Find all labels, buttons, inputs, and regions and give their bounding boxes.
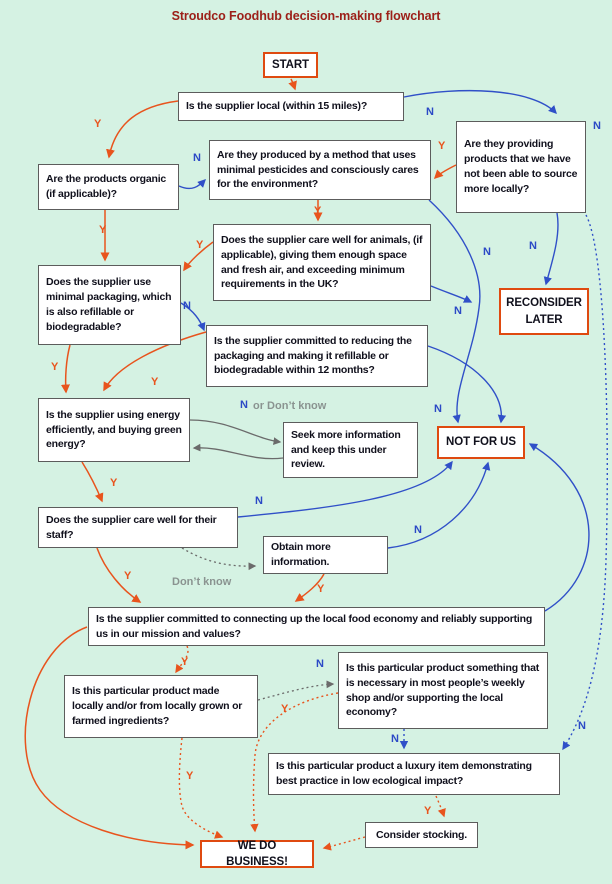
edge-label-no-11: N [183,300,191,312]
edge-method-no-to-notforus [429,200,480,422]
edge-label-yes-7: Y [196,239,204,251]
node-q-energy-text: Is the supplier using energy efficiently, and buying green energy? [46,408,182,451]
edge-label-yes-23: Y [181,656,189,668]
blue-solid-edges [179,91,589,611]
edge-energy-yes-to-staff [82,462,102,501]
node-we-do-business-text: WE DO BUSINESS! [226,839,288,868]
page-title: Stroudco Foodhub decision-making flowchart [171,9,441,23]
node-q-providing-text: Are they providing products that we have not been able to source more locally? [464,138,578,195]
edge-label-yes-25: Y [281,703,289,715]
edge-label-no-10: N [454,305,462,317]
edge-obtain-yes-to-mission [296,574,324,601]
edge-local-yes-to-organic [109,101,178,157]
edge-label-no-28: N [578,720,586,732]
gray-edges [182,420,333,700]
node-q-animals-text: Does the supplier care well for animals, (if applicable), giving them enough space and fresh air, and exceeding minimum requirements in the UK? [221,233,423,291]
node-not-for-us-text: NOT FOR US [446,436,516,449]
orange-solid-edges [25,79,456,845]
edge-label-no-8: N [483,246,491,258]
edge-staff-dontknow-to-obtain [182,548,255,566]
node-consider-stocking-text: Consider stocking. [376,828,467,841]
edge-right-side-no-curve [563,215,607,749]
edge-necessary-yes-to-wedobusiness [254,693,339,831]
edge-label-yes-6: Y [314,205,322,217]
orange-dotted-edges [176,646,444,848]
node-q-luxury-text: Is this particular product a luxury item demonstrating best practice in low ecological impact? [276,760,532,787]
edge-local-no-to-providing [404,91,556,113]
node-q-packaging-text: Does the supplier use minimal packaging, which is also refillable or biodegradable? [46,276,172,333]
edge-packaging-no-to-reducing [181,303,204,330]
edge-mission-left-to-wedobusiness [25,627,193,845]
edge-label-note-15: or Don’t know [253,400,327,412]
edge-label-no-16: N [434,403,442,415]
edge-label-yes-26: Y [186,770,194,782]
edge-energy-to-seekinfo [190,420,280,442]
edge-label-no-24: N [316,658,324,670]
edge-staff-yes-to-mission [97,548,140,602]
edge-mission-no-to-notforus [530,444,589,611]
edge-reducing-yes-to-energy [104,332,206,390]
edge-animals-no-merge [431,286,471,302]
edge-label-yes-3: Y [438,140,446,152]
edge-mission-yes-to-localproduct [176,646,188,672]
edge-label-yes-22: Y [317,583,325,595]
edge-localproduct-yes-to-wedobusiness [179,738,222,837]
blue-dotted-edges [404,215,607,749]
edge-label-yes-0: Y [94,118,102,130]
edge-label-no-14: N [240,399,248,411]
edge-packaging-yes-to-energy [66,345,70,392]
edge-label-no-4: N [193,152,201,164]
node-q-local-text: Is the supplier local (within 15 miles)? [186,100,368,113]
node-q-local-product-text: Is this particular product made locally and/or from locally grown or farmed ingredients? [72,685,243,727]
edge-start-to-local [291,79,295,89]
edge-label-no-19: N [414,524,422,536]
node-reconsider-later-text: RECONSIDER LATER [506,297,582,326]
edge-consider-to-wedobusiness [324,837,365,848]
edge-obtain-no-to-notforus [388,463,488,548]
edge-label-no-27: N [391,733,399,745]
edge-label-no-1: N [426,106,434,118]
edge-label-no-18: N [255,495,263,507]
edge-label-no-9: N [529,240,537,252]
edge-label-yes-21: Y [124,570,132,582]
edge-luxury-yes-to-consider [436,796,444,816]
node-q-reducing-text: Is the supplier committed to reducing the packaging and making it refillable or biodegradable within 12 months? [214,334,412,377]
node-q-organic-text: Are the products organic (if applicable)? [46,173,167,200]
edge-label-yes-13: Y [151,376,159,388]
edge-label-yes-12: Y [51,361,59,373]
node-start-text: START [272,58,309,71]
edge-staff-no-to-notforus [238,462,452,517]
node-q-necessary-text: Is this particular product something that is necessary in most people’s weekly shop and/or supporting the local economy? [346,661,540,719]
node-q-staff-text: Does the supplier care well for their staff? [46,513,217,541]
edge-reducing-no-to-notforus [428,346,501,422]
edge-label-yes-5: Y [99,224,107,236]
edge-seekinfo-to-energy [194,448,283,459]
edge-label-yes-29: Y [424,805,432,817]
edge-localproduct-no-to-necessary [258,684,333,700]
node-obtain-info-text: Obtain more information. [271,541,331,568]
edge-organic-no-to-method [179,180,205,188]
node-q-method-text: Are they produced by a method that uses minimal pesticides and consciously cares for the environment? [217,148,419,191]
edge-animals-yes-to-packaging [184,242,213,270]
node-q-mission-text: Is the supplier committed to connecting up the local food economy and reliably supporting us in our mission and values? [96,612,533,640]
edge-label-yes-17: Y [110,477,118,489]
edge-providing-yes-to-method [435,165,456,178]
edge-label-no-2: N [593,120,601,132]
node-seek-info-text: Seek more information and keep this under review. [291,428,401,471]
edge-providing-no-to-reconsider [546,213,558,284]
edge-label-note-20: Don’t know [172,576,232,588]
